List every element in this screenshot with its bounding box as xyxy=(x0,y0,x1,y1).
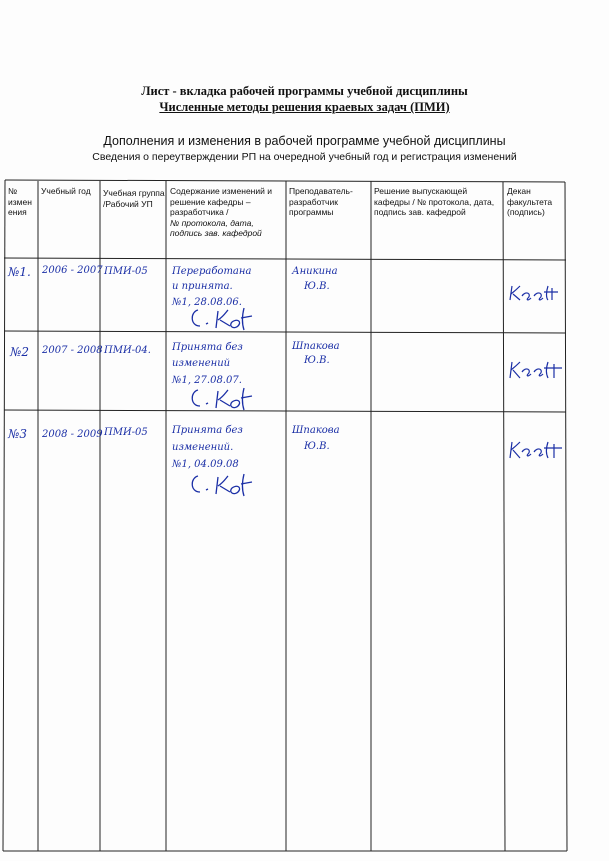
col-separator-6 xyxy=(503,182,505,851)
row2-group: ПМИ-04. xyxy=(104,345,151,356)
row2-content-line2: изменений xyxy=(172,358,231,369)
section-subtitle: Дополнения и изменения в рабочей программе учебной дисциплины xyxy=(103,134,506,148)
row2-teacher-line1: Шпакова xyxy=(292,341,340,352)
row1-head-signature xyxy=(186,306,266,332)
row2-head-signature xyxy=(186,386,266,412)
document-title: Лист - вкладка рабочей программы учебной дисциплины xyxy=(141,84,468,98)
row3-teacher-line1: Шпакова xyxy=(292,425,340,436)
column-header-content-italic: № протокола, дата, подпись зав. кафедрой xyxy=(170,217,262,238)
row1-year: 2006 - 2007 xyxy=(42,265,103,276)
row1-content-line3: №1, 28.08.06. xyxy=(172,297,242,308)
table-left-border xyxy=(3,180,5,851)
row3-content-line3: №1, 04.09.08 xyxy=(172,459,239,470)
row-separator-1 xyxy=(4,331,566,333)
column-header-dean: Декан факультета (подпись) xyxy=(507,186,553,217)
row1-teacher-line2: Ю.В. xyxy=(304,281,330,292)
table-right-border xyxy=(565,182,567,851)
column-header-content xyxy=(170,186,286,239)
row2-year: 2007 - 2008 xyxy=(42,345,103,356)
row3-number: №3 xyxy=(8,427,27,441)
row3-year: 2008 - 2009 xyxy=(42,429,103,440)
row2-dean-signature xyxy=(508,358,566,382)
row1-content-line1: Переработана xyxy=(172,266,252,277)
column-header-content-text: Содержание изменений и решение кафедры – разработчика / xyxy=(170,186,272,217)
row1-teacher-line1: Аникина xyxy=(292,266,338,277)
row2-content-line3: №1, 27.08.07. xyxy=(172,375,242,386)
row3-content-line1: Принята без xyxy=(172,425,243,436)
row-separator-header xyxy=(4,258,566,260)
row3-head-signature xyxy=(186,472,266,498)
row3-content-line2: изменений. xyxy=(172,442,234,453)
subject-title: Численные методы решения краевых задач (ПМИ) xyxy=(159,100,450,114)
row3-dean-signature xyxy=(508,438,566,462)
row1-number: №1. xyxy=(8,265,31,279)
column-header-teacher: Преподаватель-разработчик программы xyxy=(289,186,353,217)
row-separator-2 xyxy=(4,410,566,412)
row2-teacher-line2: Ю.В. xyxy=(304,355,330,366)
row1-group: ПМИ-05 xyxy=(104,266,148,277)
row1-dean-signature xyxy=(508,282,562,304)
row2-number: №2 xyxy=(10,345,29,359)
row1-content-line2: и принята. xyxy=(172,281,233,292)
section-subtitle-secondary: Сведения о переутверждении РП на очередной учебный год и регистрация изменений xyxy=(92,151,517,163)
column-header-number: № измен ения xyxy=(8,186,32,217)
row2-content-line1: Принята без xyxy=(172,342,243,353)
table-top-border xyxy=(5,180,565,182)
row3-teacher-line2: Ю.В. xyxy=(304,441,330,452)
row3-group: ПМИ-05 xyxy=(104,427,148,438)
column-header-year: Учебный год xyxy=(41,186,91,196)
column-header-group: Учебная группа /Рабочий УП xyxy=(103,188,165,209)
column-header-decision: Решение выпускающей кафедры / № протокола, дата, подпись зав. кафедрой xyxy=(374,186,495,217)
